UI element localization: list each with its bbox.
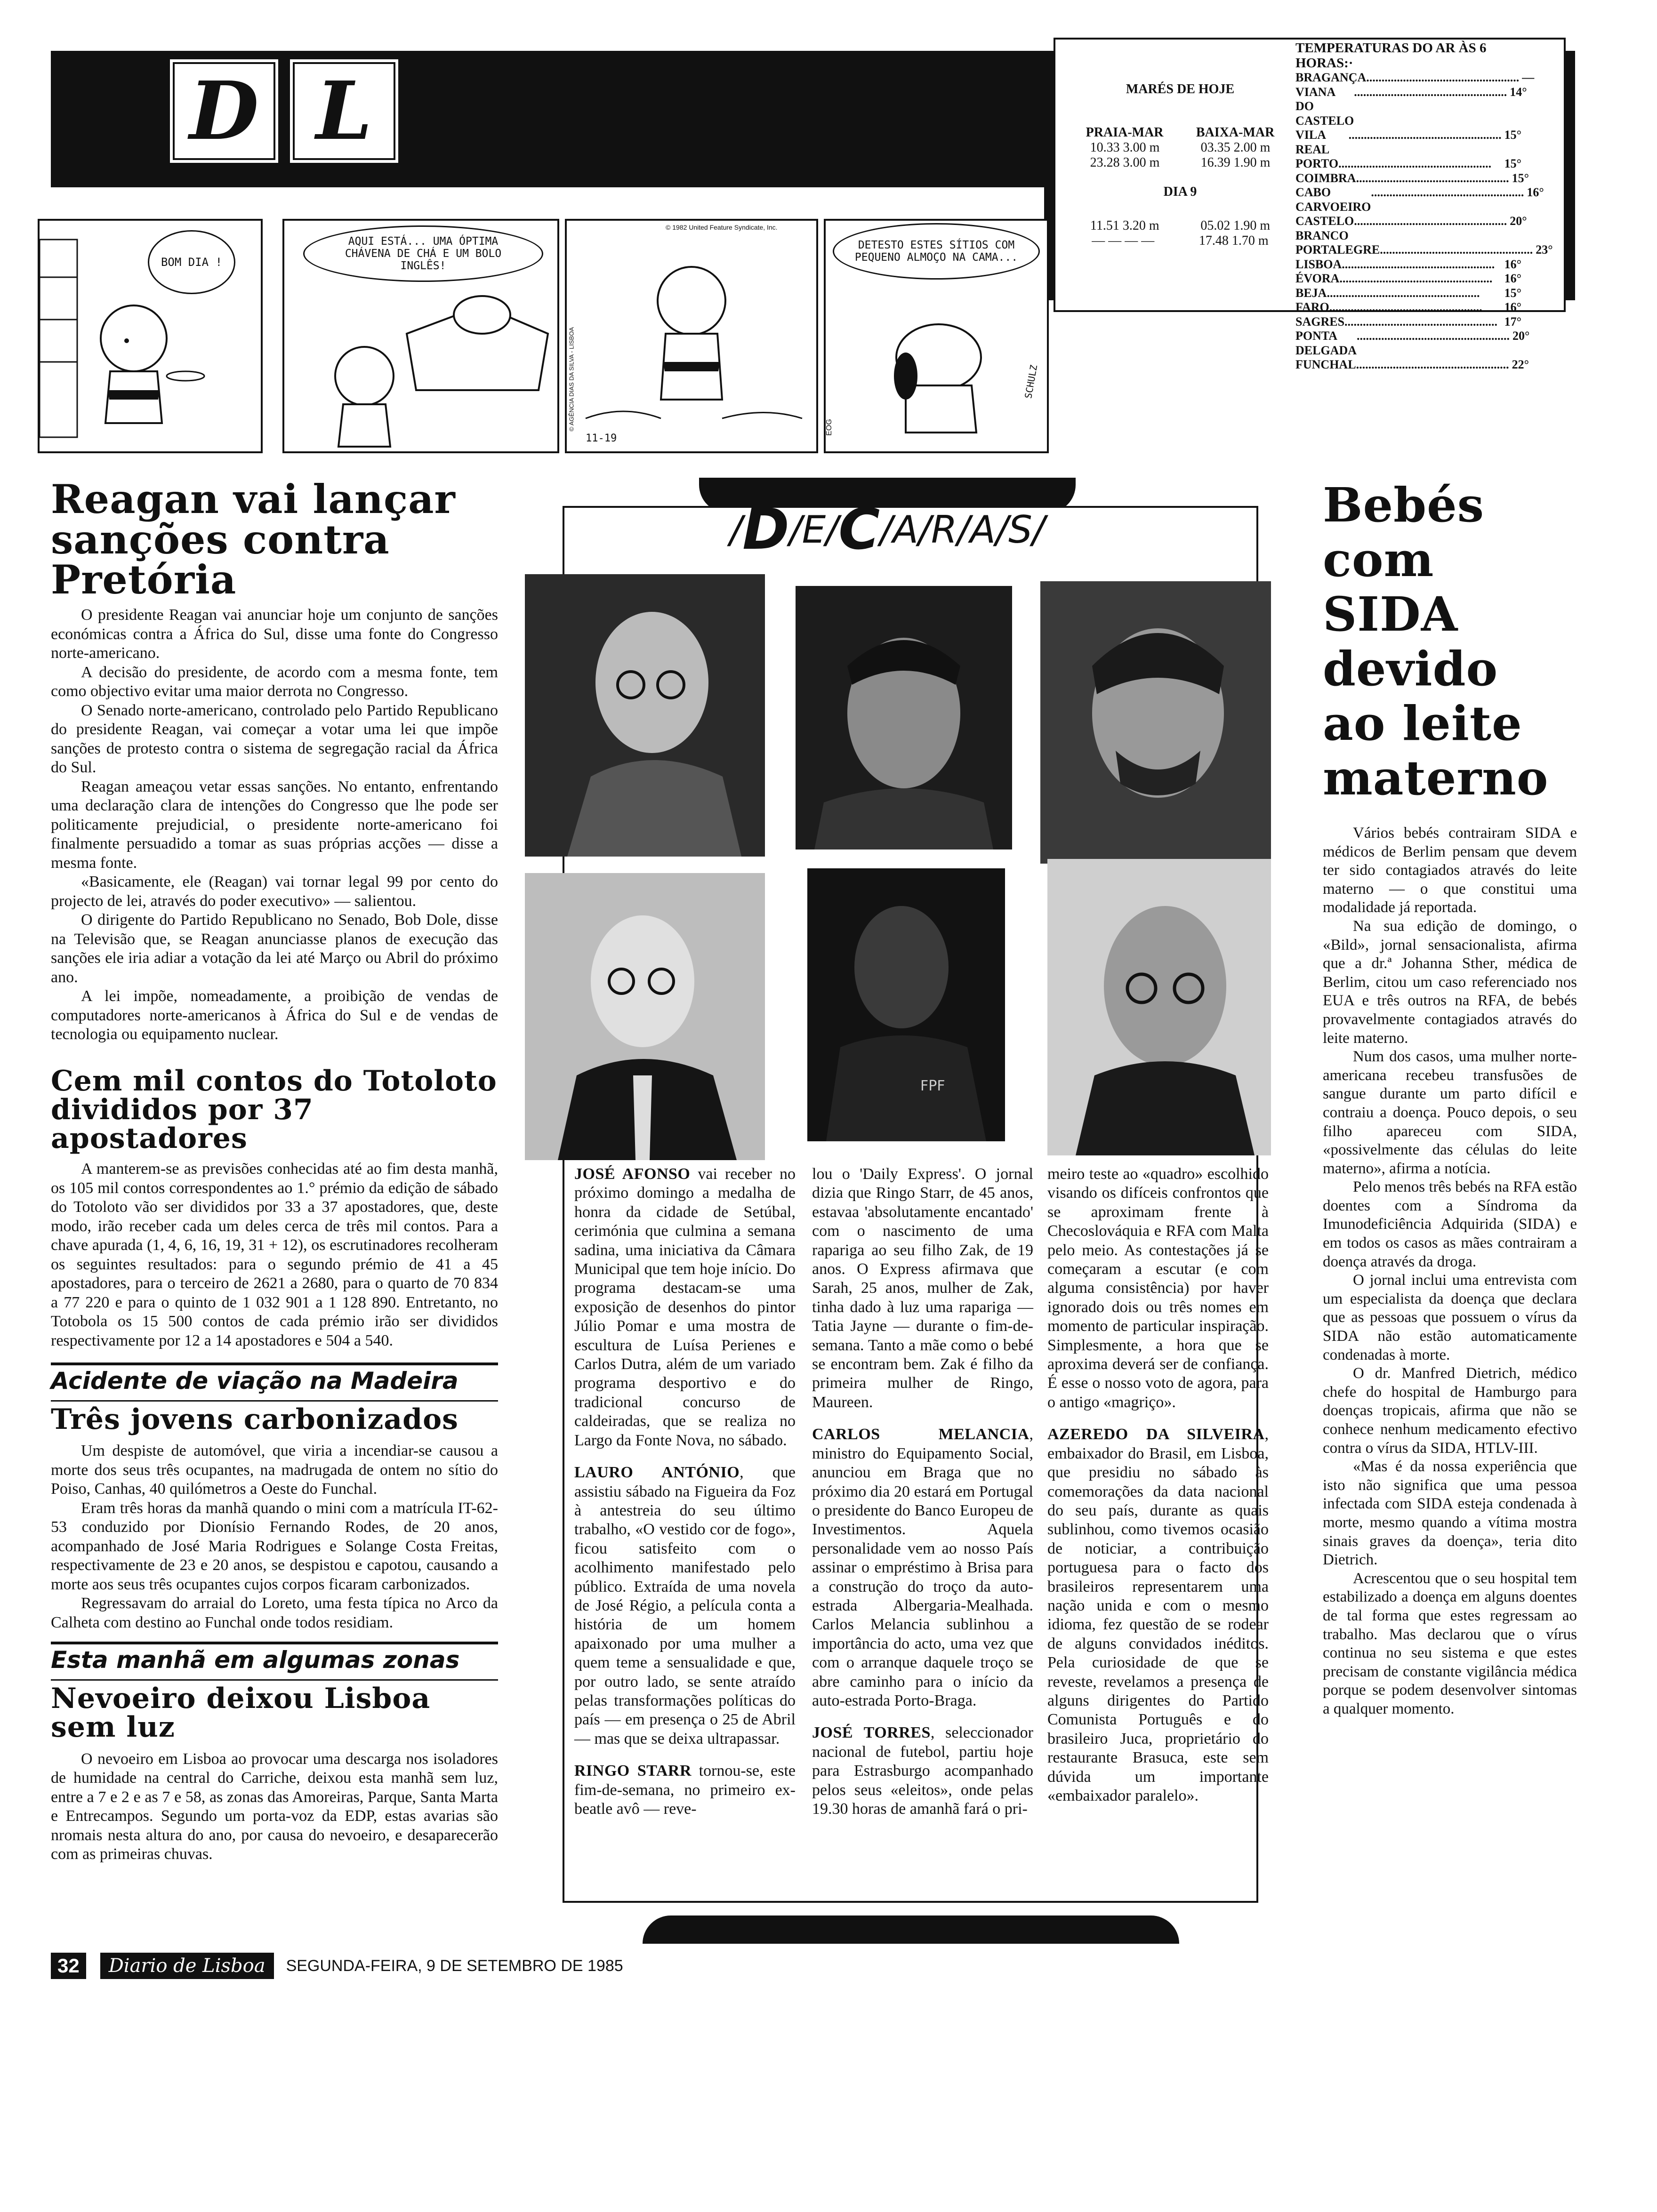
temperature-value: 14° — [1510, 85, 1527, 99]
acidente-paragraph: Um despiste de automóvel, que viria a incendiar-se causou a morte dos seus três ocupantes, na madrugada de ontem no sítio do Poiso, Canhas, 40 quilómetros a Oeste do Funchal. — [51, 1442, 498, 1498]
paper-name: Diario de Lisboa — [100, 1953, 274, 1979]
decaras-letter: R — [931, 507, 957, 552]
temperature-city: CASTELO BRANCO — [1295, 214, 1354, 242]
reagan-body — [51, 606, 498, 1044]
totoloto-body — [51, 1160, 498, 1350]
tides-title: MARÉS DE HOJE — [1126, 82, 1235, 96]
nevoeiro-kicker: Esta manhã em algumas zonas — [51, 1642, 498, 1674]
temperature-value: 15° — [1504, 157, 1521, 170]
logo-letter-l: L — [316, 64, 372, 158]
totoloto-paragraph: A manterem-se as previsões conhecidas até ao fim desta manhã, os 105 mil contos correspondentes ao 1.° prémio da edição de sábado do Totoloto vão ser divididos por 33 a 37 apostadores, que, deste modo, irão receber cada um deles cerca de três mil contos. Para a chave apurada (1, 4, 6, 16, 19, 31 + 12), os escrutinadores recolheram os seguintes resultados: para o segundo prémio de 41 a 45 apostadores, para o terceiro de 2621 a 2680, para o quarto de 70 834 a 77 220 e para o quinto de 1 032 901 a 1 128 890. Entretanto, no Totobola os 15 500 contos de cada prémio irão ser divididos respectivamente por 12 a 14 apostadores e 504 a 540. — [51, 1160, 498, 1349]
temperature-value: 20° — [1512, 329, 1530, 343]
nevoeiro-headline: Nevoeiro deixou Lisboa sem luz — [51, 1679, 498, 1742]
bebes-headline-line: devido — [1323, 641, 1498, 697]
bebes-paragraph: Pelo menos três bebés na RFA estão doentes com a Síndroma da Imunodeficiência Adquirida (SIDA) e em todos os casos as mães contrairam a doença através da droga. — [1323, 1178, 1577, 1270]
tides-panel — [1070, 82, 1291, 248]
charlie-brown-walking — [567, 221, 816, 451]
photo-ringo-starr — [1040, 581, 1271, 864]
charlie-brown-figure — [40, 221, 261, 451]
tide-value: 05.02 1.90 m — [1200, 218, 1271, 233]
comic-date-mark: 11-19 — [586, 433, 617, 444]
temperature-row: CABO CARVOEIRO .................................................. 16° — [1295, 185, 1544, 214]
totoloto-headline-line2: divididos por 37 apostadores — [51, 1093, 314, 1155]
temperature-row: PONTA DELGADA .................................................. 20° — [1295, 329, 1530, 357]
temperature-row: SAGRES .................................................. 17° — [1295, 314, 1521, 329]
decaras-letter: E — [802, 507, 826, 552]
photo-jose-afonso — [525, 574, 765, 857]
temperature-city: FUNCHAL — [1295, 358, 1356, 371]
decaras-column-3 — [1047, 1165, 1269, 1819]
bebes-headline — [1323, 478, 1577, 805]
photo-caption-fpf: FPF — [920, 1078, 945, 1094]
issue-date: SEGUNDA-FEIRA, 9 DE SETEMBRO DE 1985 — [286, 1956, 623, 1975]
masthead-logo-d — [167, 56, 281, 166]
acidente-paragraph: Regressavam do arraial do Loreto, uma festa típica no Arco da Calheta com destino ao Funchal onde todos residiam. — [51, 1595, 498, 1631]
temperature-row: FARO .................................................. 16° — [1295, 300, 1521, 314]
decaras-item: CARLOS MELANCIA, ministro do Equipamento Social, anunciou em Braga que no próximo dia 20 estará em Portugal o presidente do Banco Europeu de Investimentos. Aquela personalidade vem ao nosso País assinar o empréstimo à Brisa para a construção do troço da auto-estrada Albergaria-Mealhada. Carlos Melancia sublinhou a importância do acto, uma vez que com o arranque daquele troço se abre caminho para o início da auto-estrada Porto-Braga. — [812, 1426, 1033, 1709]
decaras-letter: A — [970, 507, 996, 552]
comic-code: EOG — [825, 419, 833, 436]
reagan-headline — [51, 476, 498, 603]
nevoeiro-paragraph: O nevoeiro em Lisboa ao provocar uma descarga nos isoladores de humidade na central do Carriche, deixou esta manhã sem luz, entre a 7 e 2 e as 7 e 58, as zonas das Amoreiras, Parque, Santa Marta e Entrecampos. Segundo um porta-voz da EDP, estas avarias são nromais nesta altura do ano, por causa do nevoeiro, e desaparecerão com as primeiras chuvas. — [51, 1750, 498, 1863]
temperature-row: VILA REAL .................................................. 15° — [1295, 128, 1521, 156]
comic-panel-2 — [282, 219, 559, 453]
temperature-city: CABO CARVOEIRO — [1295, 185, 1371, 214]
tide-value: 03.35 2.00 m — [1200, 140, 1271, 155]
temperature-row: VIANA DO CASTELO .................................................. 14° — [1295, 85, 1527, 128]
totoloto-headline — [51, 1064, 498, 1155]
reagan-paragraph: A decisão do presidente, de acordo com a mesma fonte, tem como objectivo evitar uma maior derrota no Congresso. — [51, 663, 498, 700]
acidente-body — [51, 1442, 498, 1632]
decaras-name: AZEREDO DA SILVEIRA — [1047, 1426, 1265, 1443]
decaras-name: JOSÉ AFONSO — [574, 1165, 691, 1183]
comic-panel-4 — [824, 219, 1049, 453]
temperature-row: BRAGANÇA .................................................. — — [1295, 71, 1535, 84]
tides-col2-header: BAIXA-MAR — [1196, 125, 1275, 140]
decaras-section — [520, 478, 1278, 1946]
bebes-headline-line: materno — [1323, 750, 1549, 806]
reagan-paragraph: «Basicamente, ele (Reagan) vai tornar legal 99 por cento do projecto de lei, através do poder executivo» — salientou. — [51, 873, 498, 910]
decaras-title: / D / E / C / A / R / A / S / — [730, 497, 1045, 562]
temperatures-list — [1295, 71, 1553, 372]
temperature-row: CASTELO BRANCO .................................................. 20° — [1295, 214, 1527, 242]
tide-value: 16.39 1.90 m — [1200, 155, 1271, 170]
bebes-paragraph: O jornal inclui uma entrevista com um especialista da doença que declara que as pessoas que possuem o vírus da SIDA não estão automaticamente condenadas à morte. — [1323, 1272, 1577, 1363]
temperatures-panel — [1295, 40, 1553, 372]
left-column — [51, 476, 498, 1864]
tide-value: 17.48 1.70 m — [1199, 233, 1269, 248]
temperature-city: LISBOA — [1295, 257, 1342, 271]
decaras-bottom-bar — [643, 1915, 1179, 1944]
comic-side-credit: © AGÊNCIA DIAS DA SILVA - LISBOA — [568, 327, 575, 432]
photo-lauro-antonio-bw — [796, 586, 1012, 850]
decaras-name: JOSÉ TORRES — [812, 1724, 931, 1742]
temperature-value: 16° — [1504, 272, 1521, 285]
temperature-value: 16° — [1504, 257, 1521, 271]
temperature-row: COIMBRA .................................................. 15° — [1295, 171, 1529, 185]
temperature-value: 23° — [1536, 243, 1553, 256]
decaras-column-1 — [574, 1165, 796, 1832]
temperature-city: PONTA DELGADA — [1295, 329, 1357, 357]
temperature-value: 17° — [1504, 314, 1521, 329]
decaras-letter: S — [1008, 507, 1032, 552]
decaras-item: meiro teste ao «quadro» escolhido visando os difíceis confrontos que se aproximam frente à Checoslováquia e RFA com Malta pelo meio. As contestações já se começaram a escutar (e com alguma consistência) por haver ignorado dois ou três nomes em momento de particular inspiração. Simplesmente, a hora que se aproxima deverá ser de confiança. É esse o nosso voto de agora, para o antigo «magriço». — [1047, 1165, 1269, 1411]
temperature-value: 16° — [1504, 300, 1521, 314]
decaras-item: RINGO STARR tornou-se, este fim-de-semana, no primeiro ex-beatle avô — reve- — [574, 1762, 796, 1818]
decaras-item: LAURO ANTÓNIO, que assistiu sábado na Figueira da Foz à antestreia do seu último trabalho, «O vestido cor de fogo», ficou satisfeito com o acolhimento manifestado pelo público. Extraída de uma novela de José Régio, a película conta a história de um homem apaixonado por uma mulher a quem teme a sensualidade e que, por outro lado, se sente atraído pelas transformações políticas do país — em presença o 25 de Abril — mas que se deixa ultrapassar. — [574, 1464, 796, 1747]
reagan-headline-line1: Reagan vai lançar — [51, 476, 456, 522]
acidente-paragraph: Eram três horas da manhã quando o mini com a matrícula IT-62-53 conduzido por Dionísio Fernando Rodes, de 20 anos, acompanhado de José Maria Rodrigues e Solange Costa Freitas, respectivamente de 23 e 20 anos, se despistou e capotou, causando a morte aos seus três ocupantes cujos corpos ficaram carbonizados. — [51, 1499, 498, 1593]
temperature-row: FUNCHAL .................................................. 22° — [1295, 358, 1529, 371]
bebes-paragraph: Acrescentou que o seu hospital tem estabilizado a doença em alguns doentes de tal forma que estes regressam ao trabalho. Mas declarou que o vírus continua no seu sistema e que estes precisam de constante vigilância médica porque se podem desenvolver sintomas a qualquer momento. — [1323, 1570, 1577, 1717]
totoloto-headline-line1: Cem mil contos do Totoloto — [51, 1064, 497, 1098]
temperature-value: 15° — [1504, 128, 1521, 142]
temperature-city: COIMBRA — [1295, 171, 1356, 185]
decaras-name: LAURO ANTÓNIO — [574, 1464, 740, 1482]
temperature-city: VIANA DO CASTELO — [1295, 85, 1354, 128]
logo-letter-d: D — [189, 64, 259, 158]
reagan-paragraph: Reagan ameaçou vetar essas sanções. No entanto, enfrentando uma declaração clara de intenções do Congresso que lhe pode ser politicamente prejudicial, o presidente norte-americano foi finalmente persuadido a tomar as suas próprias acções — disse a mesma fonte. — [51, 777, 498, 872]
photo-carlos-melancia — [525, 873, 765, 1160]
bebes-paragraph: Vários bebés contrairam SIDA e médicos de Berlim pensam que devem ter sido contagiados através do leite materno — o que constitui uma modalidade já reportada. — [1323, 825, 1577, 916]
decaras-letter: A — [893, 507, 918, 552]
tide-value: 10.33 3.00 m — [1090, 140, 1160, 155]
temperature-city: VILA REAL — [1295, 128, 1330, 156]
bebes-headline-line: ao leite — [1323, 696, 1522, 751]
comic-panel-1 — [38, 219, 263, 453]
speech-bubble-1: BOM DIA ! — [148, 230, 235, 294]
temperature-city: PORTO — [1295, 157, 1339, 170]
bebes-paragraph: Na sua edição de domingo, o «Bild», jornal sensacionalista, afirma que a dr.ª Johanna Sther, médica de Berlim, citou um caso referenciado nos EUA e três outros na RFA, de bebés provavelmente contagiados através do leite materno. — [1323, 917, 1577, 1047]
decaras-item: JOSÉ TORRES, seleccionador nacional de futebol, partiu hoje para Estrasburgo acompanhado pelos seus «eleitos», onde pelas 19.30 horas de amanhã fará o pri- — [812, 1724, 1033, 1818]
temperatures-title: TEMPERATURAS DO AR ÀS 6 HORAS:· — [1295, 40, 1487, 71]
temperature-city: ÉVORA — [1295, 272, 1340, 285]
comic-signature: SCHULZ — [1022, 364, 1040, 400]
tide-value: 23.28 3.00 m — [1090, 155, 1160, 170]
tides-col1-header: PRAIA-MAR — [1086, 125, 1164, 140]
decaras-item: lou o 'Daily Express'. O jornal dizia que Ringo Starr, de 45 anos, estavaa 'absolutamente encantado' com o nascimento de uma rapariga ao seu filho Zak, de 19 anos. O Express afirmava que Sarah, 25 anos, mulher de Zak, tinha dado à luz uma rapariga — Tatia Jayne — durante o fim-de-semana. Tanto a mãe como o bebé se encontram bem. Zak é filho da primeira mulher de Ringo, Maureen. — [812, 1165, 1033, 1411]
bebes-body — [1323, 824, 1577, 1719]
decaras-name: RINGO STARR — [574, 1762, 692, 1780]
snoopy-sitting-figure — [826, 221, 1047, 451]
reagan-paragraph: O dirigente do Partido Republicano no Senado, Bob Dole, disse na Televisão que, se Reagan anunciasse planos de execução das sanções ele iria adiar a votação da lei até Março ou Abril do próximo ano. — [51, 911, 498, 986]
photo-azeredo-da-silveira — [1047, 859, 1271, 1155]
photo-jose-torres — [807, 868, 1005, 1141]
tide-value: — — — — — [1092, 233, 1155, 248]
temperature-city: BRAGANÇA — [1295, 71, 1367, 84]
bebes-paragraph: Num dos casos, uma mulher norte-americana recebeu transfusões de sangue durante um parto difícil e contraiu a doença. Pouco depois, o seu filho apareceu com SIDA, «possivelmente das células do leite materno», afirma a notícia. — [1323, 1048, 1577, 1177]
bebes-headline-line: Bebés — [1323, 477, 1484, 533]
temperature-row: BEJA .................................................. 15° — [1295, 286, 1521, 300]
page-footer — [51, 1952, 804, 1980]
speech-bubble-2: AQUI ESTÁ... UMA ÓPTIMA CHÁVENA DE CHÁ E UM BOLO INGLÊS! — [303, 225, 543, 282]
nevoeiro-body — [51, 1750, 498, 1864]
decaras-letter: D — [742, 497, 789, 562]
reagan-headline-line2: sanções contra Pretória — [51, 516, 390, 603]
temperature-row: LISBOA .................................................. 16° — [1295, 257, 1521, 271]
acidente-kicker: Acidente de viação na Madeira — [51, 1362, 498, 1395]
temperature-city: FARO — [1295, 300, 1329, 314]
temperature-value: 20° — [1510, 214, 1527, 228]
temperature-row: PORTO .................................................. 15° — [1295, 157, 1521, 170]
weather-box — [1054, 38, 1566, 371]
snoopy-doghouse-figure — [284, 221, 557, 451]
page-number: 32 — [51, 1953, 86, 1979]
temperature-city: PORTALEGRE — [1295, 243, 1380, 256]
temperature-value: 15° — [1504, 286, 1521, 300]
bebes-headline-line: com SIDA — [1323, 532, 1458, 642]
decaras-letter: C — [838, 497, 880, 562]
comic-copyright: © 1982 United Feature Syndicate, Inc. — [666, 224, 778, 231]
temperature-value: 16° — [1527, 185, 1544, 199]
reagan-paragraph: A lei impõe, nomeadamente, a proibição de vendas de computadores norte-americanos à África do Sul e de vendas de tecnologia ou equipamento nuclear. — [51, 987, 498, 1043]
right-column — [1323, 478, 1577, 1719]
reagan-paragraph: O presidente Reagan vai anunciar hoje um conjunto de sanções económicas contra a África do Sul, disse uma fonte do Congresso norte-americano. — [51, 606, 498, 662]
temperature-value: 22° — [1512, 358, 1529, 371]
tides-day9-label: DIA 9 — [1163, 184, 1197, 199]
thought-bubble-4: DETESTO ESTES SÍTIOS COM PEQUENO ALMOÇO NA CAMA... — [833, 223, 1040, 280]
decaras-name: CARLOS MELANCIA — [812, 1426, 1030, 1443]
acidente-headline: Três jovens carbonizados — [51, 1400, 498, 1434]
reagan-paragraph: O Senado norte-americano, controlado pelo Partido Republicano do presidente Reagan, vai começar a votar uma lei que impõe sanções de protesto contra o sistema de segregação racial da África do Sul. — [51, 701, 498, 777]
decaras-item: JOSÉ AFONSO vai receber no próximo domingo a medalha de honra da cidade de Setúbal, cerimónia que culmina a semana sadina, uma iniciativa da Câmara Municipal que tem hoje início. Do programa destacam-se uma exposição de desenhos do pintor Júlio Pomar e uma mostra de escultura de Luísa Perienes e Carlos Dutra, além de um variado programa desportivo e do tradicional concurso de caldeiradas, que se realiza no Largo da Fonte Nova, no sábado. — [574, 1165, 796, 1449]
bebes-paragraph: «Mas é da nossa experiência que isto não significa que uma pessoa infectada com SIDA esteja condenada à morte, mesmo quando a vítima mostra sinais graves da doença», teria dito Dietrich. — [1323, 1458, 1577, 1569]
temperature-value: — — [1522, 71, 1535, 84]
temperature-city: BEJA — [1295, 286, 1327, 300]
decaras-item: AZEREDO DA SILVEIRA, embaixador do Brasil, em Lisboa, que presidiu no sábado às comemorações da data nacional do seu país, durante as quais sublinhou, como tivemos ocasião de noticiar, a contribuição portuguesa para o facto dos brasileiros representarem uma nação unida e com o mesmo idioma, fez questão de se rodear de alguns convidados inéditos. Pela curiosidade de que se reveste, revelamos a presença de alguns dirigentes do Partido Comunista Português e do brasileiro Juca, proprietário do restaurante Brasuca, este sem dúvida um importante «embaixador paralelo». — [1047, 1426, 1269, 1804]
temperature-row: ÉVORA .................................................. 16° — [1295, 272, 1521, 285]
temperature-row: PORTALEGRE .................................................. 23° — [1295, 243, 1553, 256]
comic-strip — [38, 219, 1050, 454]
temperature-value: 15° — [1512, 171, 1529, 185]
decaras-column-2 — [812, 1165, 1033, 1832]
tide-value: 11.51 3.20 m — [1090, 218, 1159, 233]
comic-panel-3 — [565, 219, 818, 453]
masthead-logo-l — [287, 56, 401, 166]
bebes-paragraph: O dr. Manfred Dietrich, médico chefe do hospital de Hamburgo para doenças tropicais, afirma que não se conhece nenhum medicamento efectivo contra o vírus da SIDA, HTLV-III. — [1323, 1365, 1577, 1457]
temperature-city: SAGRES — [1295, 314, 1345, 329]
